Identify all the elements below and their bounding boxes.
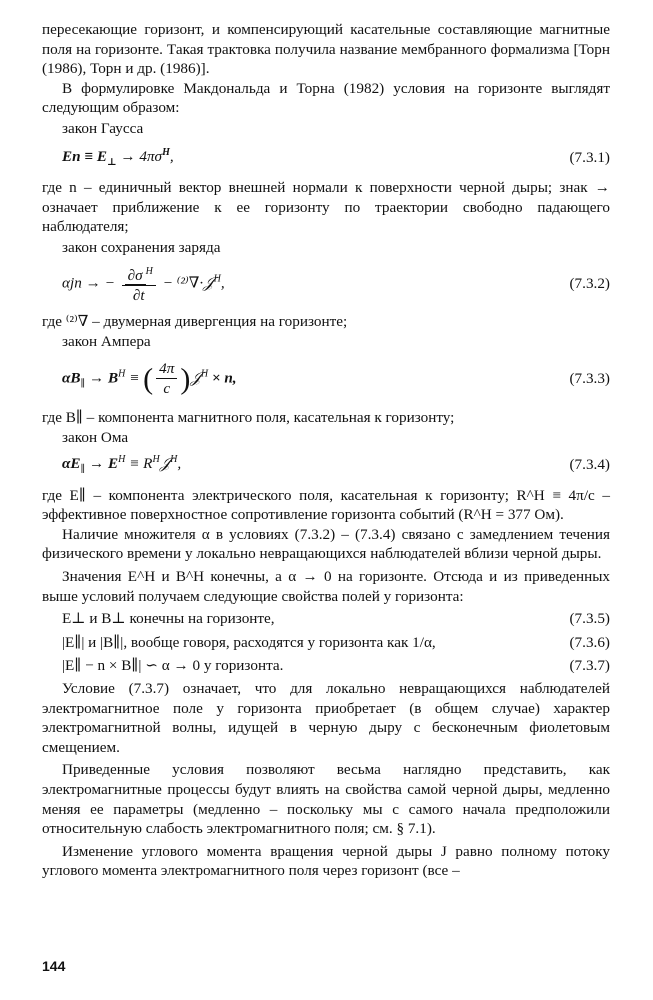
equation-7-3-6: |E∥| и |B∥|, вообще говоря, расходятся у горизонта как 1/α, (7.3.6) <box>62 633 610 651</box>
equation-7-3-7: |E∥ − n × B∥| ∽ α → 0 у горизонта. (7.3.7) <box>62 657 610 675</box>
equation-7-3-3: $\alpha B_\parallel \to B^H$ ≡ ( $\frac{4\pi}{c}$ )𝒥$^H$ × n, (7.3.3) <box>62 359 610 398</box>
paragraph-divergence: где ⁽²⁾∇ – двумерная дивергенция на горизонте; <box>42 312 348 330</box>
paragraph-e-parallel: где E∥ – компонента электрического поля, касательная к горизонту; R^H ≡ 4π/c – эффективное поверхностное сопротивление горизонта событий (R^H = 377 Ом). <box>42 486 610 524</box>
equation-7-3-4: $\alpha E_\parallel \to E^H$ ≡ $R^H𝒥^H$, (7.3.4) <box>62 454 610 476</box>
law-gauss-label: закон Гаусса <box>62 119 144 137</box>
paragraph-values: Значения E^H и B^H конечны, а α → 0 на горизонте. Отсюда и из приведенных выше условий получаем следующие свойства полей у горизонта: <box>42 568 610 605</box>
paragraph-angular-momentum: Изменение углового момента вращения черной дыры J равно полному потоку углового момента электромагнитного поля через горизонт (все – <box>42 842 610 880</box>
equation-number: (7.3.2) <box>569 274 610 292</box>
equation-number: (7.3.1) <box>569 148 610 166</box>
paragraph-macdonald: В формулировке Макдональда и Торна (1982) условия на горизонте выглядят следующим образом: <box>42 79 610 117</box>
paragraph-b-parallel: где B∥ – компонента магнитного поля, касательная к горизонту; <box>42 408 455 426</box>
equation-number: (7.3.3) <box>569 370 610 388</box>
equation-7-3-2: αjn → − $\frac{\partial\sigma ^H}{\partial t}$ − ⁽²⁾∇·𝒥$^H$, (7.3.2) <box>42 264 610 304</box>
equation-number: (7.3.5) <box>569 610 610 628</box>
equation-7-3-5: E⊥ и B⊥ конечны на горизонте, (7.3.5) <box>62 610 610 628</box>
equation-number: (7.3.4) <box>569 456 610 474</box>
law-charge-label: закон сохранения заряда <box>62 239 221 257</box>
paragraph-condition: Условие (7.3.7) означает, что для локально невращающихся наблюдателей электромагнитное поле у горизонта приобретает (в общем случае) характер электромагнитной волны, идущей в черную дыру с бесконечным фиолетовым смещением. <box>42 680 610 756</box>
paragraph-normal-vector: где n – единичный вектор внешней нормали к поверхности черной дыры; знак → означает приближение к ее горизонту по траектории свободно падающего наблюдателя; <box>42 179 610 236</box>
law-ohm-label: закон Ома <box>62 429 129 447</box>
paragraph-conditions: Приведенные условия позволяют весьма наглядно представить, как электромагнитные процессы будут влиять на свойства самой черной дыры, медленно меняя ее параметры (медленно – поскольку мы с самого начала предположили относительную слабость электромагнитного поля; см. § 7.1). <box>42 761 610 838</box>
page-number: 144 <box>42 958 66 974</box>
equation-number: (7.3.6) <box>569 633 610 651</box>
page-body <box>42 20 610 881</box>
paragraph-alpha: Наличие множителя α в условиях (7.3.2) – (7.3.4) связано с замедлением течения физического времени у локально невращающихся наблюдателей вблизи черной дыры. <box>42 525 610 563</box>
equation-7-3-1: $En \equiv E_\perp \to 4\pi\sigma^H$, (7.3.1) <box>62 146 610 168</box>
equation-number: (7.3.7) <box>569 657 610 675</box>
paragraph-intro: пересекающие горизонт, и компенсирующий касательные составляющие магнитные поля на горизонте. Такая трактовка получила название мембранного формализма [Торн (1986), Торн и др. (1986)]. <box>42 21 610 78</box>
law-ampere-label: закон Ампера <box>62 333 151 351</box>
